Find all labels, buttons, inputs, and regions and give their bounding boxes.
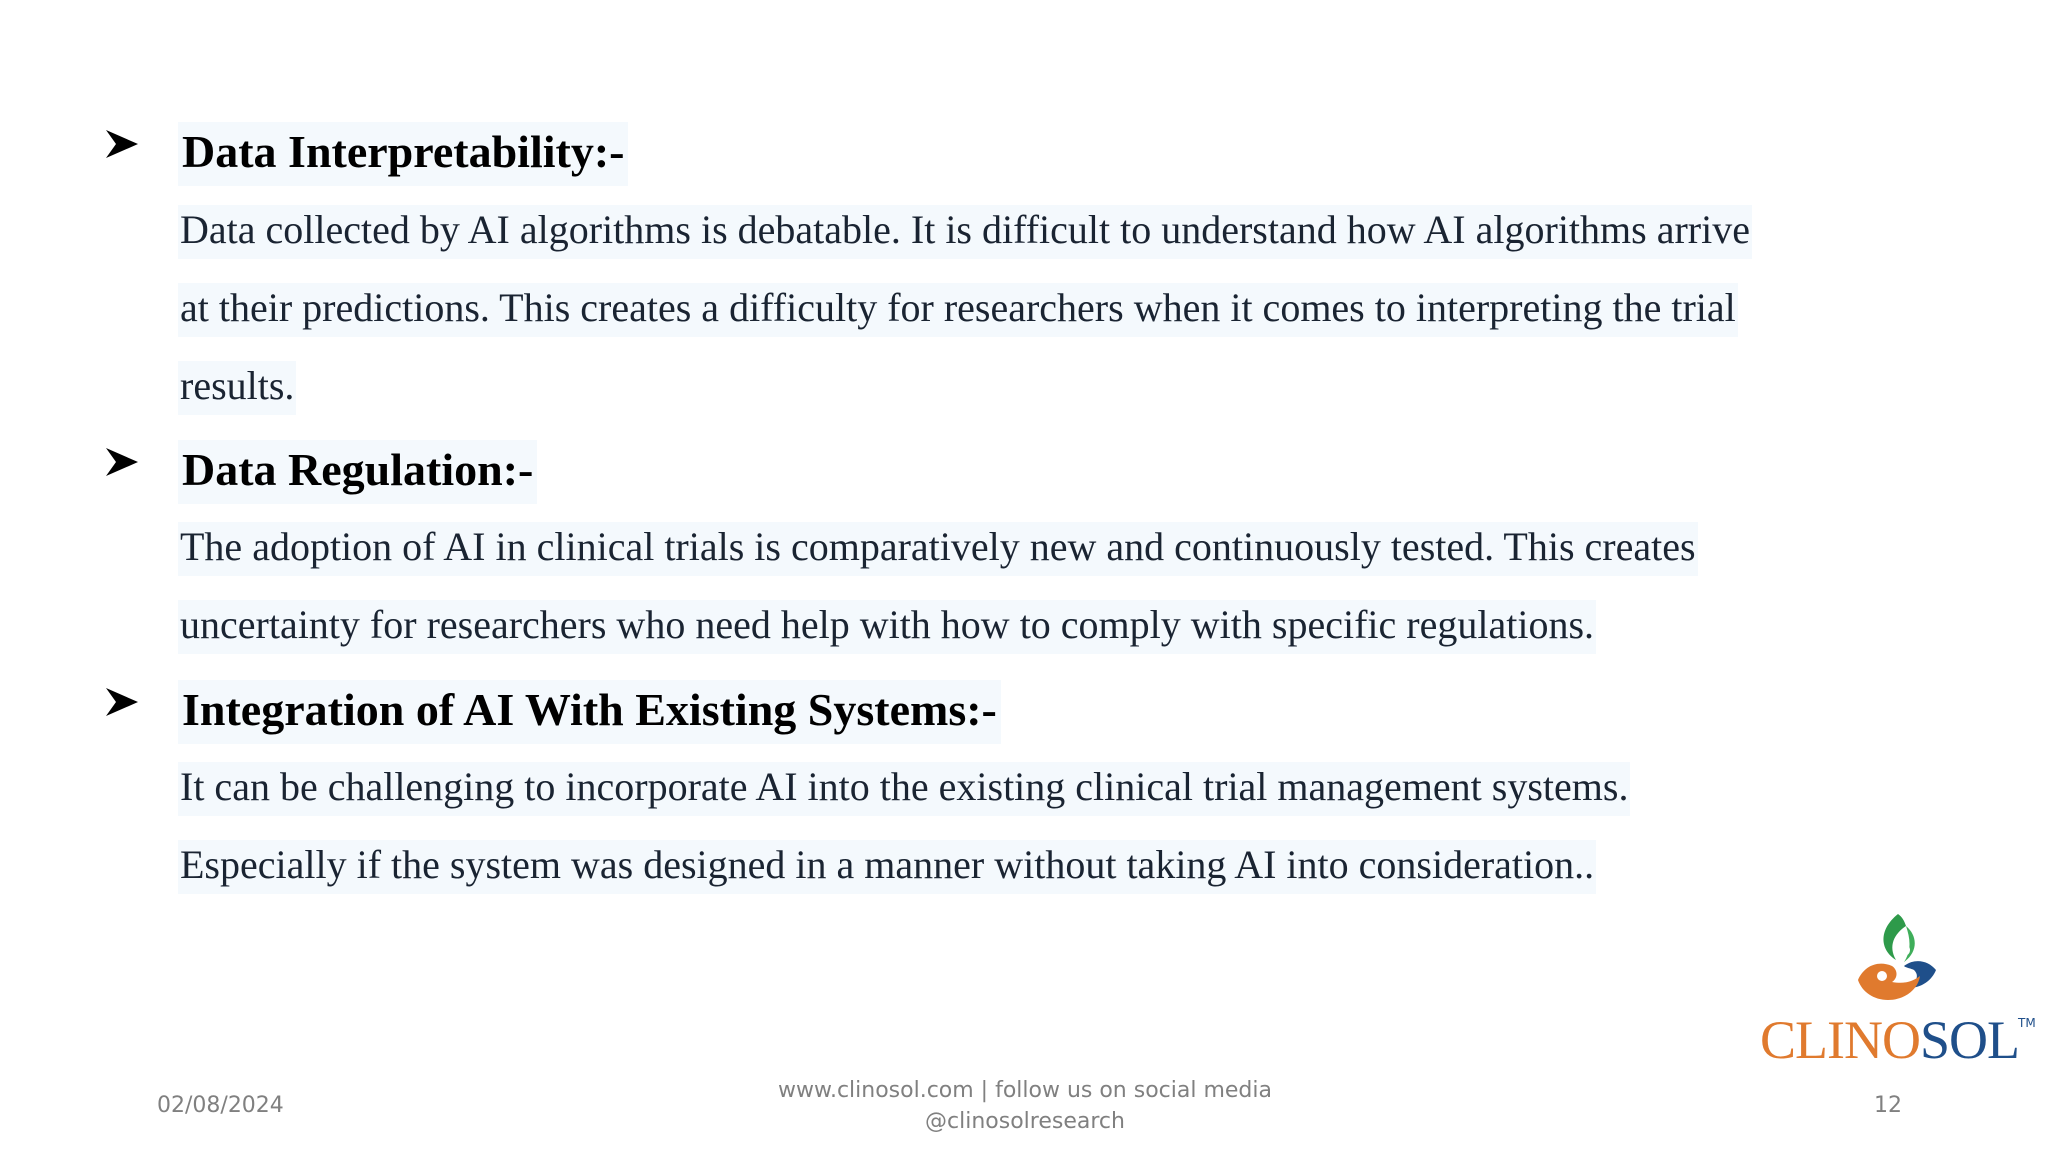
section-heading: Data Interpretability:-	[178, 122, 628, 186]
footer-date: 02/08/2024	[157, 1093, 284, 1118]
trademark-symbol: TM	[2018, 1016, 2036, 1030]
bullet-arrow-icon	[104, 444, 140, 480]
section-body-line: Data collected by AI algorithms is debatable. It is difficult to understand how AI algorithms arrive	[178, 205, 1752, 259]
footer-handle-line: @clinosolresearch	[925, 1109, 1125, 1134]
section-body-line: uncertainty for researchers who need help with how to comply with specific regulations.	[178, 600, 1596, 654]
section-body-line: It can be challenging to incorporate AI into the existing clinical trial management systems.	[178, 762, 1630, 816]
section-body-line: at their predictions. This creates a difficulty for researchers when it comes to interpreting the trial	[178, 283, 1738, 337]
footer-center-text	[700, 1075, 1350, 1137]
section-body-line: results.	[178, 361, 296, 415]
section-heading: Integration of AI With Existing Systems:-	[178, 680, 1001, 744]
clinosol-logo	[1760, 910, 2040, 1080]
logo-text-sol: SOL	[1919, 1010, 2019, 1070]
logo-wordmark	[1760, 1010, 2019, 1070]
page-number: 12	[1874, 1093, 1902, 1118]
section-body-line: The adoption of AI in clinical trials is comparatively new and continuously tested. This creates	[178, 522, 1698, 576]
section-body-line: Especially if the system was designed in a manner without taking AI into consideration..	[178, 840, 1596, 894]
bullet-arrow-icon	[104, 126, 140, 162]
clinosol-emblem-icon	[1848, 910, 1948, 1010]
bullet-arrow-icon	[104, 684, 140, 720]
logo-text-clino: CLINO	[1760, 1010, 1920, 1070]
section-heading: Data Regulation:-	[178, 440, 537, 504]
footer-website-line: www.clinosol.com | follow us on social media	[777, 1078, 1272, 1103]
